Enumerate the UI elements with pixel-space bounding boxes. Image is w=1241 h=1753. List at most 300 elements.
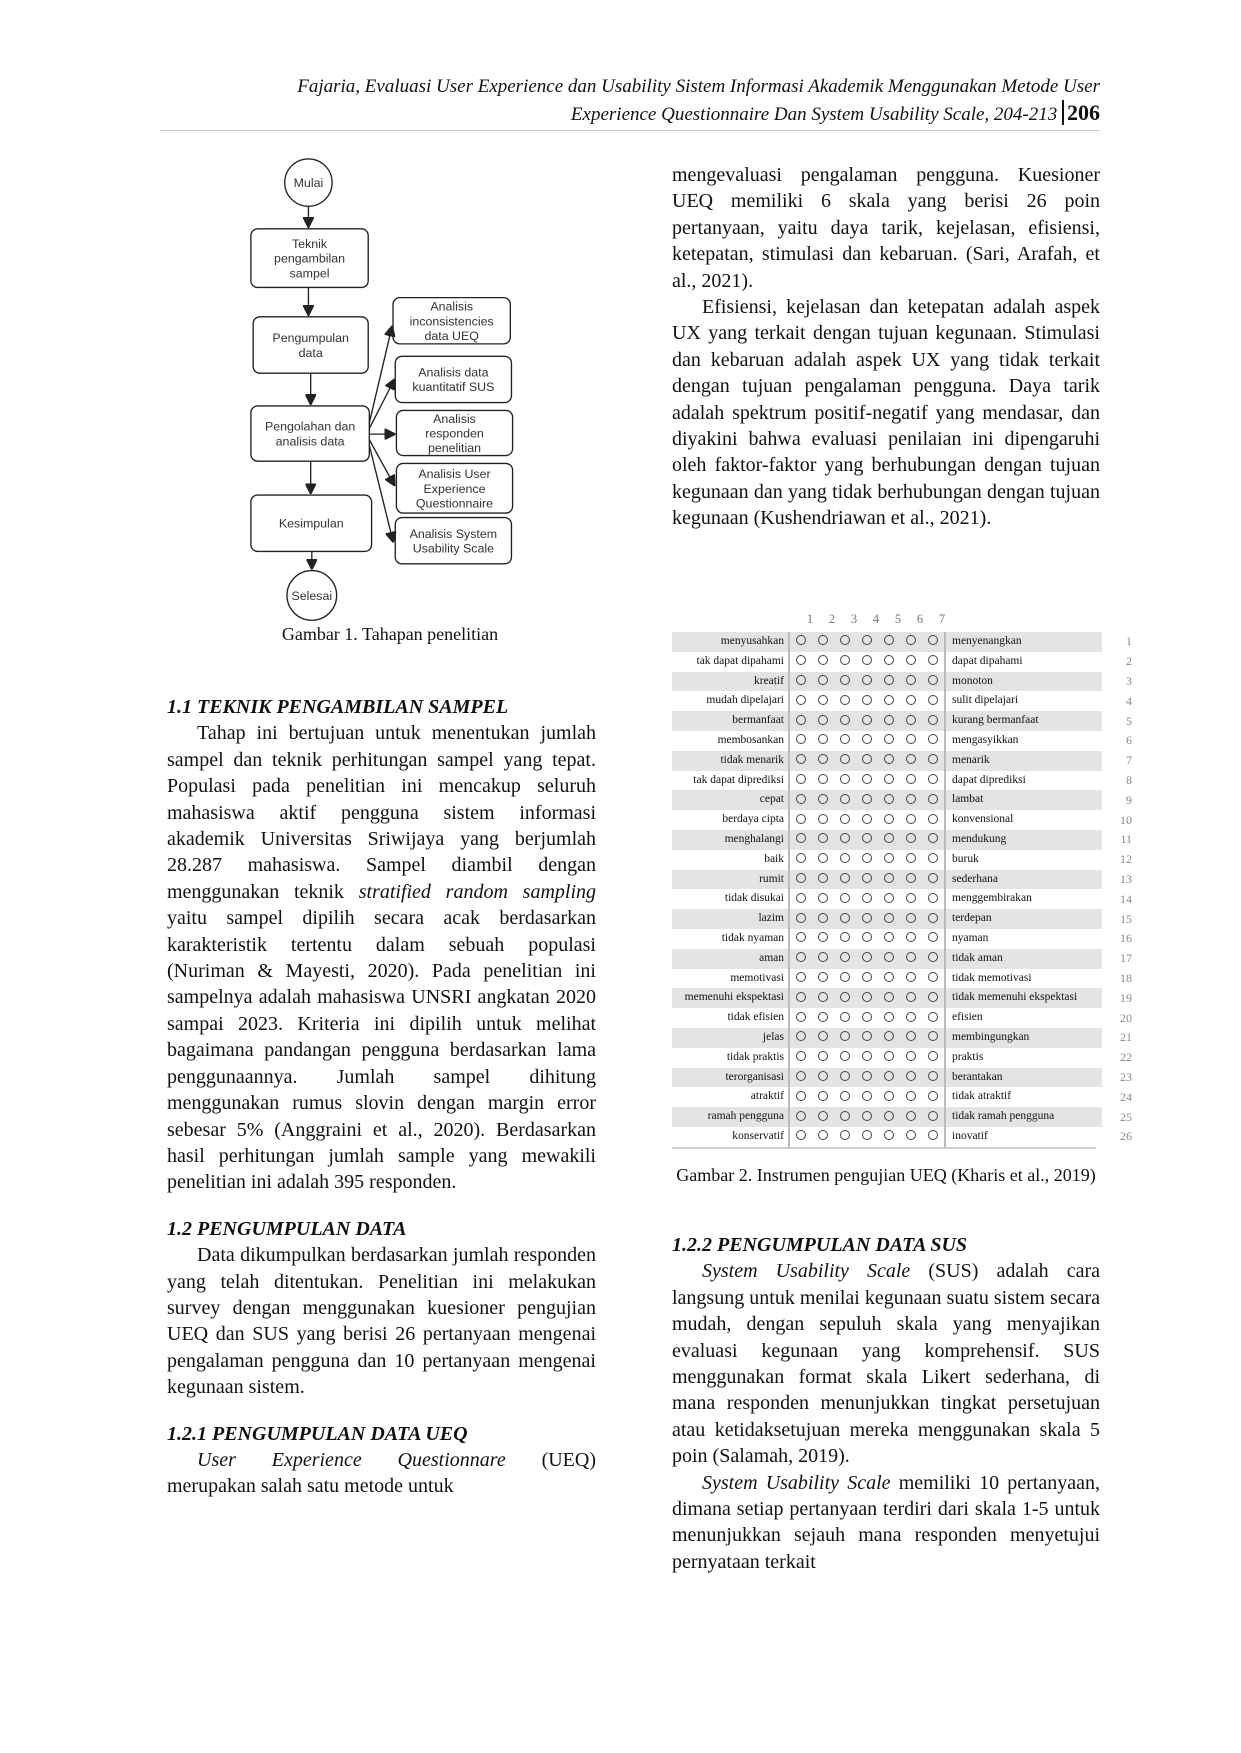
radio-option[interactable] bbox=[840, 1071, 850, 1081]
radio-option[interactable] bbox=[928, 814, 938, 824]
radio-option[interactable] bbox=[840, 992, 850, 1002]
radio-option[interactable] bbox=[796, 853, 806, 863]
radio-group bbox=[790, 632, 946, 652]
item-number: 14 bbox=[1120, 891, 1132, 906]
radio-option[interactable] bbox=[928, 1031, 938, 1041]
radio-option[interactable] bbox=[906, 1071, 916, 1081]
item-number: 15 bbox=[1120, 911, 1132, 926]
radio-option[interactable] bbox=[884, 972, 894, 982]
radio-option[interactable] bbox=[884, 675, 894, 685]
radio-group bbox=[790, 790, 946, 810]
radio-option[interactable] bbox=[884, 695, 894, 705]
right-anchor: dapat diprediksi bbox=[952, 773, 1026, 786]
radio-group bbox=[790, 850, 946, 870]
paragraph: Data dikumpulkan berdasarkan jumlah responden yang telah ditentukan. Penelitian ini melakukan survey dengan menggunakan kuesioner pengujian UEQ dan SUS yang berisi 26 pertanyaan mengenai pengalaman pengguna dan 10 pertanyaan mengenai kegunaan sistem. bbox=[167, 1244, 596, 1399]
radio-option[interactable] bbox=[840, 893, 850, 903]
radio-option[interactable] bbox=[928, 1091, 938, 1101]
paragraph: Tahap ini bertujuan untuk menentukan jumlah sampel dan teknik perhitungan sampel yang tepat. Populasi pada penelitian ini mencakup seluruh mahasiswa aktif pengguna sistem informasi akademik Universitas Sriwijaya yang berjumlah 28.287 mahasiswa. Sampel diambil dengan menggunakan teknik stratified random sampling yaitu sampel dipilih secara acak berdasarkan karakteristik tertentu dalam sebuah populasi (Nuriman & Mayesti, 2020). Pada penelitian ini sampelnya adalah mahasiswa UNSRI angkatan 2020 sampai 2023. Kriteria ini dipilih untuk melihat bagaimana pandangan pengguna berdasarkan lama penggunaannya. Jumlah sampel dihitung menggunakan rumus slovin dengan margin error sebesar 5% (Anggraini et al., 2020). Berdasarkan hasil perhitungan jumlah sample yang mewakili penelitian ini adalah 395 responden. bbox=[167, 722, 597, 1194]
left-anchor: tidak menarik bbox=[672, 751, 790, 771]
radio-option[interactable] bbox=[840, 734, 850, 744]
radio-option[interactable] bbox=[928, 1111, 938, 1121]
table-row bbox=[672, 850, 1132, 870]
radio-option[interactable] bbox=[840, 794, 850, 804]
radio-group bbox=[790, 652, 946, 672]
radio-option[interactable] bbox=[928, 1051, 938, 1061]
radio-group bbox=[790, 830, 946, 850]
radio-option[interactable] bbox=[884, 1031, 894, 1041]
left-anchor: kreatif bbox=[672, 672, 790, 692]
radio-option[interactable] bbox=[906, 814, 916, 824]
radio-option[interactable] bbox=[884, 734, 894, 744]
radio-option[interactable] bbox=[906, 853, 916, 863]
radio-option[interactable] bbox=[840, 695, 850, 705]
radio-option[interactable] bbox=[796, 932, 806, 942]
radio-option[interactable] bbox=[928, 932, 938, 942]
radio-option[interactable] bbox=[840, 715, 850, 725]
radio-option[interactable] bbox=[884, 893, 894, 903]
radio-option[interactable] bbox=[796, 695, 806, 705]
radio-option[interactable] bbox=[818, 794, 828, 804]
radio-option[interactable] bbox=[906, 794, 916, 804]
radio-option[interactable] bbox=[796, 1071, 806, 1081]
radio-option[interactable] bbox=[906, 1051, 916, 1061]
item-number: 11 bbox=[1120, 832, 1132, 847]
radio-option[interactable] bbox=[796, 794, 806, 804]
radio-option[interactable] bbox=[818, 873, 828, 883]
flowchart bbox=[243, 152, 525, 626]
radio-option[interactable] bbox=[840, 932, 850, 942]
radio-option[interactable] bbox=[928, 635, 938, 645]
radio-option[interactable] bbox=[884, 754, 894, 764]
radio-option[interactable] bbox=[906, 992, 916, 1002]
radio-option[interactable] bbox=[928, 734, 938, 744]
radio-option[interactable] bbox=[862, 715, 872, 725]
radio-option[interactable] bbox=[862, 893, 872, 903]
ueq-instrument-table bbox=[672, 612, 1132, 1149]
radio-option[interactable] bbox=[884, 833, 894, 843]
radio-option[interactable] bbox=[862, 853, 872, 863]
radio-option[interactable] bbox=[796, 1130, 806, 1140]
paragraph: User Experience Questionnare (UEQ) merupakan salah satu metode untuk bbox=[167, 1448, 597, 1498]
step-data-collection-label: data bbox=[298, 345, 323, 360]
scale-number: 4 bbox=[872, 612, 880, 626]
radio-option[interactable] bbox=[862, 913, 872, 923]
right-anchor: mendukung bbox=[946, 830, 1102, 850]
step-conclusion-label: Kesimpulan bbox=[278, 516, 344, 531]
radio-option[interactable] bbox=[862, 932, 872, 942]
radio-option[interactable] bbox=[818, 893, 828, 903]
radio-option[interactable] bbox=[884, 635, 894, 645]
radio-option[interactable] bbox=[840, 814, 850, 824]
radio-option[interactable] bbox=[818, 1012, 828, 1022]
table-row bbox=[672, 1107, 1132, 1127]
radio-option[interactable] bbox=[818, 715, 828, 725]
radio-option[interactable] bbox=[906, 1091, 916, 1101]
radio-option[interactable] bbox=[796, 754, 806, 764]
radio-option[interactable] bbox=[928, 992, 938, 1002]
radio-option[interactable] bbox=[928, 1012, 938, 1022]
radio-option[interactable] bbox=[884, 814, 894, 824]
radio-option[interactable] bbox=[928, 774, 938, 784]
radio-option[interactable] bbox=[862, 1130, 872, 1140]
radio-option[interactable] bbox=[818, 1031, 828, 1041]
table-row bbox=[672, 1087, 1132, 1107]
radio-option[interactable] bbox=[906, 754, 916, 764]
table-row bbox=[672, 810, 1132, 830]
left-anchor: atraktif bbox=[672, 1087, 790, 1107]
radio-option[interactable] bbox=[840, 1012, 850, 1022]
radio-option[interactable] bbox=[928, 972, 938, 982]
radio-option[interactable] bbox=[796, 1012, 806, 1022]
radio-option[interactable] bbox=[840, 952, 850, 962]
radio-option[interactable] bbox=[818, 774, 828, 784]
header-line-2: Experience Questionnaire Dan System Usability Scale, 204-213 bbox=[570, 104, 1058, 125]
radio-option[interactable] bbox=[840, 754, 850, 764]
radio-option[interactable] bbox=[928, 893, 938, 903]
radio-option[interactable] bbox=[906, 952, 916, 962]
radio-option[interactable] bbox=[906, 1111, 916, 1121]
radio-option[interactable] bbox=[796, 814, 806, 824]
radio-option[interactable] bbox=[928, 833, 938, 843]
radio-option[interactable] bbox=[928, 1130, 938, 1140]
table-row bbox=[672, 771, 1132, 791]
right-anchor: tidak memotivasi bbox=[952, 971, 1032, 984]
analysis-sus-label: Analisis System bbox=[409, 526, 498, 541]
radio-option[interactable] bbox=[906, 932, 916, 942]
radio-option[interactable] bbox=[906, 774, 916, 784]
radio-option[interactable] bbox=[928, 794, 938, 804]
table-row bbox=[672, 652, 1132, 672]
right-anchor: membingungkan bbox=[946, 1028, 1102, 1048]
radio-option[interactable] bbox=[862, 734, 872, 744]
item-number: 25 bbox=[1120, 1109, 1132, 1124]
radio-option[interactable] bbox=[884, 774, 894, 784]
radio-option[interactable] bbox=[906, 734, 916, 744]
right-anchor: sederhana bbox=[946, 870, 1102, 890]
radio-option[interactable] bbox=[884, 873, 894, 883]
radio-option[interactable] bbox=[796, 1111, 806, 1121]
radio-option[interactable] bbox=[862, 972, 872, 982]
step-sampling-label: sampel bbox=[289, 266, 330, 281]
radio-option[interactable] bbox=[840, 1051, 850, 1061]
radio-option[interactable] bbox=[884, 655, 894, 665]
radio-option[interactable] bbox=[884, 1012, 894, 1022]
item-number: 8 bbox=[1126, 772, 1132, 787]
right-column-top bbox=[672, 162, 1100, 532]
item-number: 24 bbox=[1120, 1089, 1132, 1104]
table-row bbox=[672, 909, 1132, 929]
radio-option[interactable] bbox=[862, 814, 872, 824]
table-row bbox=[672, 711, 1132, 731]
radio-option[interactable] bbox=[906, 913, 916, 923]
radio-option[interactable] bbox=[906, 715, 916, 725]
radio-option[interactable] bbox=[884, 853, 894, 863]
item-number: 9 bbox=[1126, 792, 1132, 807]
table-row bbox=[672, 1028, 1132, 1048]
radio-option[interactable] bbox=[928, 675, 938, 685]
left-anchor: berdaya cipta bbox=[672, 810, 790, 830]
right-anchor: terdepan bbox=[946, 909, 1102, 929]
radio-option[interactable] bbox=[818, 913, 828, 923]
radio-option[interactable] bbox=[840, 1111, 850, 1121]
radio-group bbox=[790, 810, 946, 830]
arrow bbox=[369, 445, 393, 541]
radio-option[interactable] bbox=[818, 1071, 828, 1081]
radio-option[interactable] bbox=[796, 635, 806, 645]
left-anchor: cepat bbox=[672, 790, 790, 810]
radio-option[interactable] bbox=[884, 952, 894, 962]
radio-option[interactable] bbox=[862, 992, 872, 1002]
radio-option[interactable] bbox=[884, 715, 894, 725]
right-anchor: praktis bbox=[952, 1050, 984, 1063]
analysis-ueq-inconsistencies-label: inconsistencies bbox=[409, 314, 494, 329]
radio-group bbox=[790, 870, 946, 890]
radio-option[interactable] bbox=[928, 952, 938, 962]
table-row bbox=[672, 1068, 1132, 1088]
running-header bbox=[160, 74, 1100, 128]
item-number: 19 bbox=[1120, 990, 1132, 1005]
table-row bbox=[672, 969, 1132, 989]
radio-option[interactable] bbox=[884, 913, 894, 923]
radio-option[interactable] bbox=[862, 655, 872, 665]
radio-option[interactable] bbox=[796, 992, 806, 1002]
radio-option[interactable] bbox=[796, 1031, 806, 1041]
step-analysis-label: Pengolahan dan bbox=[264, 419, 356, 434]
left-anchor: tidak nyaman bbox=[672, 929, 790, 949]
right-anchor: lambat bbox=[946, 790, 1102, 810]
radio-option[interactable] bbox=[840, 1091, 850, 1101]
analysis-sus-label: Usability Scale bbox=[412, 541, 495, 556]
item-number: 2 bbox=[1126, 654, 1132, 669]
radio-option[interactable] bbox=[818, 655, 828, 665]
radio-option[interactable] bbox=[818, 952, 828, 962]
right-anchor: efisien bbox=[952, 1011, 983, 1024]
analysis-respondents-label: penelitian bbox=[427, 441, 482, 456]
radio-option[interactable] bbox=[862, 1071, 872, 1081]
radio-option[interactable] bbox=[796, 1091, 806, 1101]
radio-option[interactable] bbox=[818, 734, 828, 744]
radio-group bbox=[790, 1107, 946, 1127]
item-number: 22 bbox=[1120, 1050, 1132, 1065]
radio-group bbox=[790, 889, 946, 909]
radio-option[interactable] bbox=[906, 893, 916, 903]
radio-group bbox=[790, 1008, 946, 1028]
table-row bbox=[672, 830, 1132, 850]
radio-option[interactable] bbox=[796, 715, 806, 725]
radio-option[interactable] bbox=[928, 853, 938, 863]
radio-option[interactable] bbox=[840, 853, 850, 863]
radio-option[interactable] bbox=[862, 774, 872, 784]
right-anchor: sulit dipelajari bbox=[952, 694, 1019, 707]
radio-option[interactable] bbox=[818, 853, 828, 863]
radio-option[interactable] bbox=[796, 873, 806, 883]
left-anchor: lazim bbox=[672, 909, 790, 929]
radio-group bbox=[790, 1127, 946, 1147]
scale-number: 5 bbox=[894, 612, 902, 626]
radio-option[interactable] bbox=[796, 893, 806, 903]
table-bottom-rule bbox=[672, 1147, 1096, 1149]
radio-option[interactable] bbox=[796, 952, 806, 962]
radio-option[interactable] bbox=[796, 774, 806, 784]
right-anchor: tidak memenuhi ekspektasi bbox=[946, 988, 1102, 1008]
figure-1-caption: Gambar 1. Tahapan penelitian bbox=[281, 624, 499, 644]
radio-option[interactable] bbox=[862, 675, 872, 685]
step-sampling-label: pengambilan bbox=[274, 251, 346, 266]
radio-option[interactable] bbox=[840, 1130, 850, 1140]
radio-group bbox=[790, 909, 946, 929]
analysis-sus-quantitative-label: Analisis data bbox=[418, 365, 489, 380]
section-heading-1-2: 1.2 PENGUMPULAN DATA bbox=[167, 1217, 407, 1240]
radio-option[interactable] bbox=[862, 1111, 872, 1121]
radio-option[interactable] bbox=[906, 873, 916, 883]
left-anchor: konservatif bbox=[672, 1127, 790, 1147]
radio-option[interactable] bbox=[818, 1130, 828, 1140]
scale-number: 3 bbox=[850, 612, 858, 626]
paragraph: System Usability Scale memiliki 10 pertanyaan, dimana setiap pertanyaan terdiri dari skala 1-5 untuk menunjukkan sejauh mana responden menyetujui pernyataan terkait bbox=[672, 1471, 1100, 1573]
radio-option[interactable] bbox=[928, 754, 938, 764]
radio-option[interactable] bbox=[796, 675, 806, 685]
radio-option[interactable] bbox=[840, 635, 850, 645]
right-anchor: tidak atraktif bbox=[952, 1090, 1012, 1103]
radio-option[interactable] bbox=[840, 833, 850, 843]
radio-option[interactable] bbox=[840, 873, 850, 883]
table-row bbox=[672, 1008, 1132, 1028]
radio-option[interactable] bbox=[818, 972, 828, 982]
item-number: 5 bbox=[1126, 713, 1132, 728]
radio-option[interactable] bbox=[818, 833, 828, 843]
radio-option[interactable] bbox=[928, 873, 938, 883]
left-anchor: bermanfaat bbox=[672, 711, 790, 731]
page-number: 206 bbox=[1062, 100, 1100, 125]
radio-option[interactable] bbox=[906, 635, 916, 645]
radio-option[interactable] bbox=[796, 655, 806, 665]
scale-number: 1 bbox=[806, 612, 814, 626]
radio-option[interactable] bbox=[884, 1071, 894, 1081]
analysis-sus-quantitative-label: kuantitatif SUS bbox=[412, 380, 495, 395]
radio-option[interactable] bbox=[884, 1091, 894, 1101]
right-anchor: mengasyikkan bbox=[952, 733, 1019, 746]
radio-option[interactable] bbox=[906, 695, 916, 705]
radio-option[interactable] bbox=[884, 932, 894, 942]
radio-option[interactable] bbox=[840, 675, 850, 685]
radio-option[interactable] bbox=[928, 655, 938, 665]
radio-option[interactable] bbox=[928, 1071, 938, 1081]
radio-option[interactable] bbox=[818, 1111, 828, 1121]
analysis-respondents-label: Analisis bbox=[433, 411, 476, 426]
radio-option[interactable] bbox=[906, 1130, 916, 1140]
radio-option[interactable] bbox=[906, 655, 916, 665]
radio-option[interactable] bbox=[796, 734, 806, 744]
radio-option[interactable] bbox=[906, 833, 916, 843]
right-anchor: tidak ramah pengguna bbox=[946, 1107, 1102, 1127]
left-anchor: rumit bbox=[672, 870, 790, 890]
analysis-ueq-label: Questionnaire bbox=[415, 496, 494, 511]
right-anchor: kurang bermanfaat bbox=[946, 711, 1102, 731]
radio-option[interactable] bbox=[818, 1051, 828, 1061]
radio-option[interactable] bbox=[796, 913, 806, 923]
left-anchor: mudah dipelajari bbox=[672, 691, 790, 711]
table-row bbox=[672, 632, 1132, 652]
radio-option[interactable] bbox=[818, 675, 828, 685]
radio-option[interactable] bbox=[796, 1051, 806, 1061]
radio-option[interactable] bbox=[840, 655, 850, 665]
left-anchor: memenuhi ekspektasi bbox=[672, 988, 790, 1008]
section-heading-1-1: 1.1 TEKNIK PENGAMBILAN SAMPEL bbox=[167, 696, 509, 718]
radio-option[interactable] bbox=[796, 833, 806, 843]
table-row bbox=[672, 949, 1132, 969]
radio-option[interactable] bbox=[862, 1031, 872, 1041]
radio-option[interactable] bbox=[884, 1051, 894, 1061]
left-anchor: jelas bbox=[672, 1028, 790, 1048]
scale-number: 6 bbox=[916, 612, 924, 626]
item-number: 17 bbox=[1120, 951, 1132, 966]
radio-option[interactable] bbox=[906, 1012, 916, 1022]
radio-option[interactable] bbox=[796, 972, 806, 982]
right-anchor: berantakan bbox=[946, 1068, 1102, 1088]
radio-option[interactable] bbox=[928, 913, 938, 923]
radio-option[interactable] bbox=[862, 695, 872, 705]
right-anchor: nyaman bbox=[952, 931, 989, 944]
radio-option[interactable] bbox=[840, 1031, 850, 1041]
radio-group bbox=[790, 771, 946, 791]
radio-option[interactable] bbox=[818, 695, 828, 705]
radio-option[interactable] bbox=[906, 972, 916, 982]
right-anchor: menggembirakan bbox=[952, 892, 1032, 905]
radio-group bbox=[790, 949, 946, 969]
item-number: 3 bbox=[1126, 673, 1132, 688]
table-row bbox=[672, 731, 1132, 751]
radio-group bbox=[790, 711, 946, 731]
radio-option[interactable] bbox=[818, 932, 828, 942]
radio-option[interactable] bbox=[862, 794, 872, 804]
radio-option[interactable] bbox=[862, 1051, 872, 1061]
radio-option[interactable] bbox=[862, 952, 872, 962]
radio-option[interactable] bbox=[818, 1091, 828, 1101]
radio-option[interactable] bbox=[818, 754, 828, 764]
item-number: 16 bbox=[1120, 931, 1132, 946]
right-anchor: dapat dipahami bbox=[952, 654, 1023, 667]
radio-option[interactable] bbox=[818, 992, 828, 1002]
radio-option[interactable] bbox=[884, 992, 894, 1002]
step-analysis-label: analisis data bbox=[275, 434, 345, 449]
radio-option[interactable] bbox=[928, 715, 938, 725]
radio-option[interactable] bbox=[818, 814, 828, 824]
radio-option[interactable] bbox=[928, 695, 938, 705]
right-anchor: inovatif bbox=[952, 1129, 988, 1142]
radio-option[interactable] bbox=[862, 873, 872, 883]
radio-option[interactable] bbox=[906, 675, 916, 685]
radio-option[interactable] bbox=[862, 635, 872, 645]
radio-option[interactable] bbox=[862, 754, 872, 764]
radio-group bbox=[790, 1028, 946, 1048]
left-anchor: menyusahkan bbox=[672, 632, 790, 652]
table-row bbox=[672, 790, 1132, 810]
radio-option[interactable] bbox=[862, 1012, 872, 1022]
radio-option[interactable] bbox=[840, 972, 850, 982]
radio-option[interactable] bbox=[862, 833, 872, 843]
table-row bbox=[672, 1048, 1132, 1068]
table-row bbox=[672, 751, 1132, 771]
radio-option[interactable] bbox=[884, 794, 894, 804]
radio-option[interactable] bbox=[884, 1130, 894, 1140]
radio-option[interactable] bbox=[818, 635, 828, 645]
radio-option[interactable] bbox=[840, 913, 850, 923]
analysis-ueq-label: Analisis User bbox=[418, 467, 491, 482]
radio-option[interactable] bbox=[862, 1091, 872, 1101]
radio-option[interactable] bbox=[906, 1031, 916, 1041]
radio-option[interactable] bbox=[884, 1111, 894, 1121]
radio-option[interactable] bbox=[840, 774, 850, 784]
